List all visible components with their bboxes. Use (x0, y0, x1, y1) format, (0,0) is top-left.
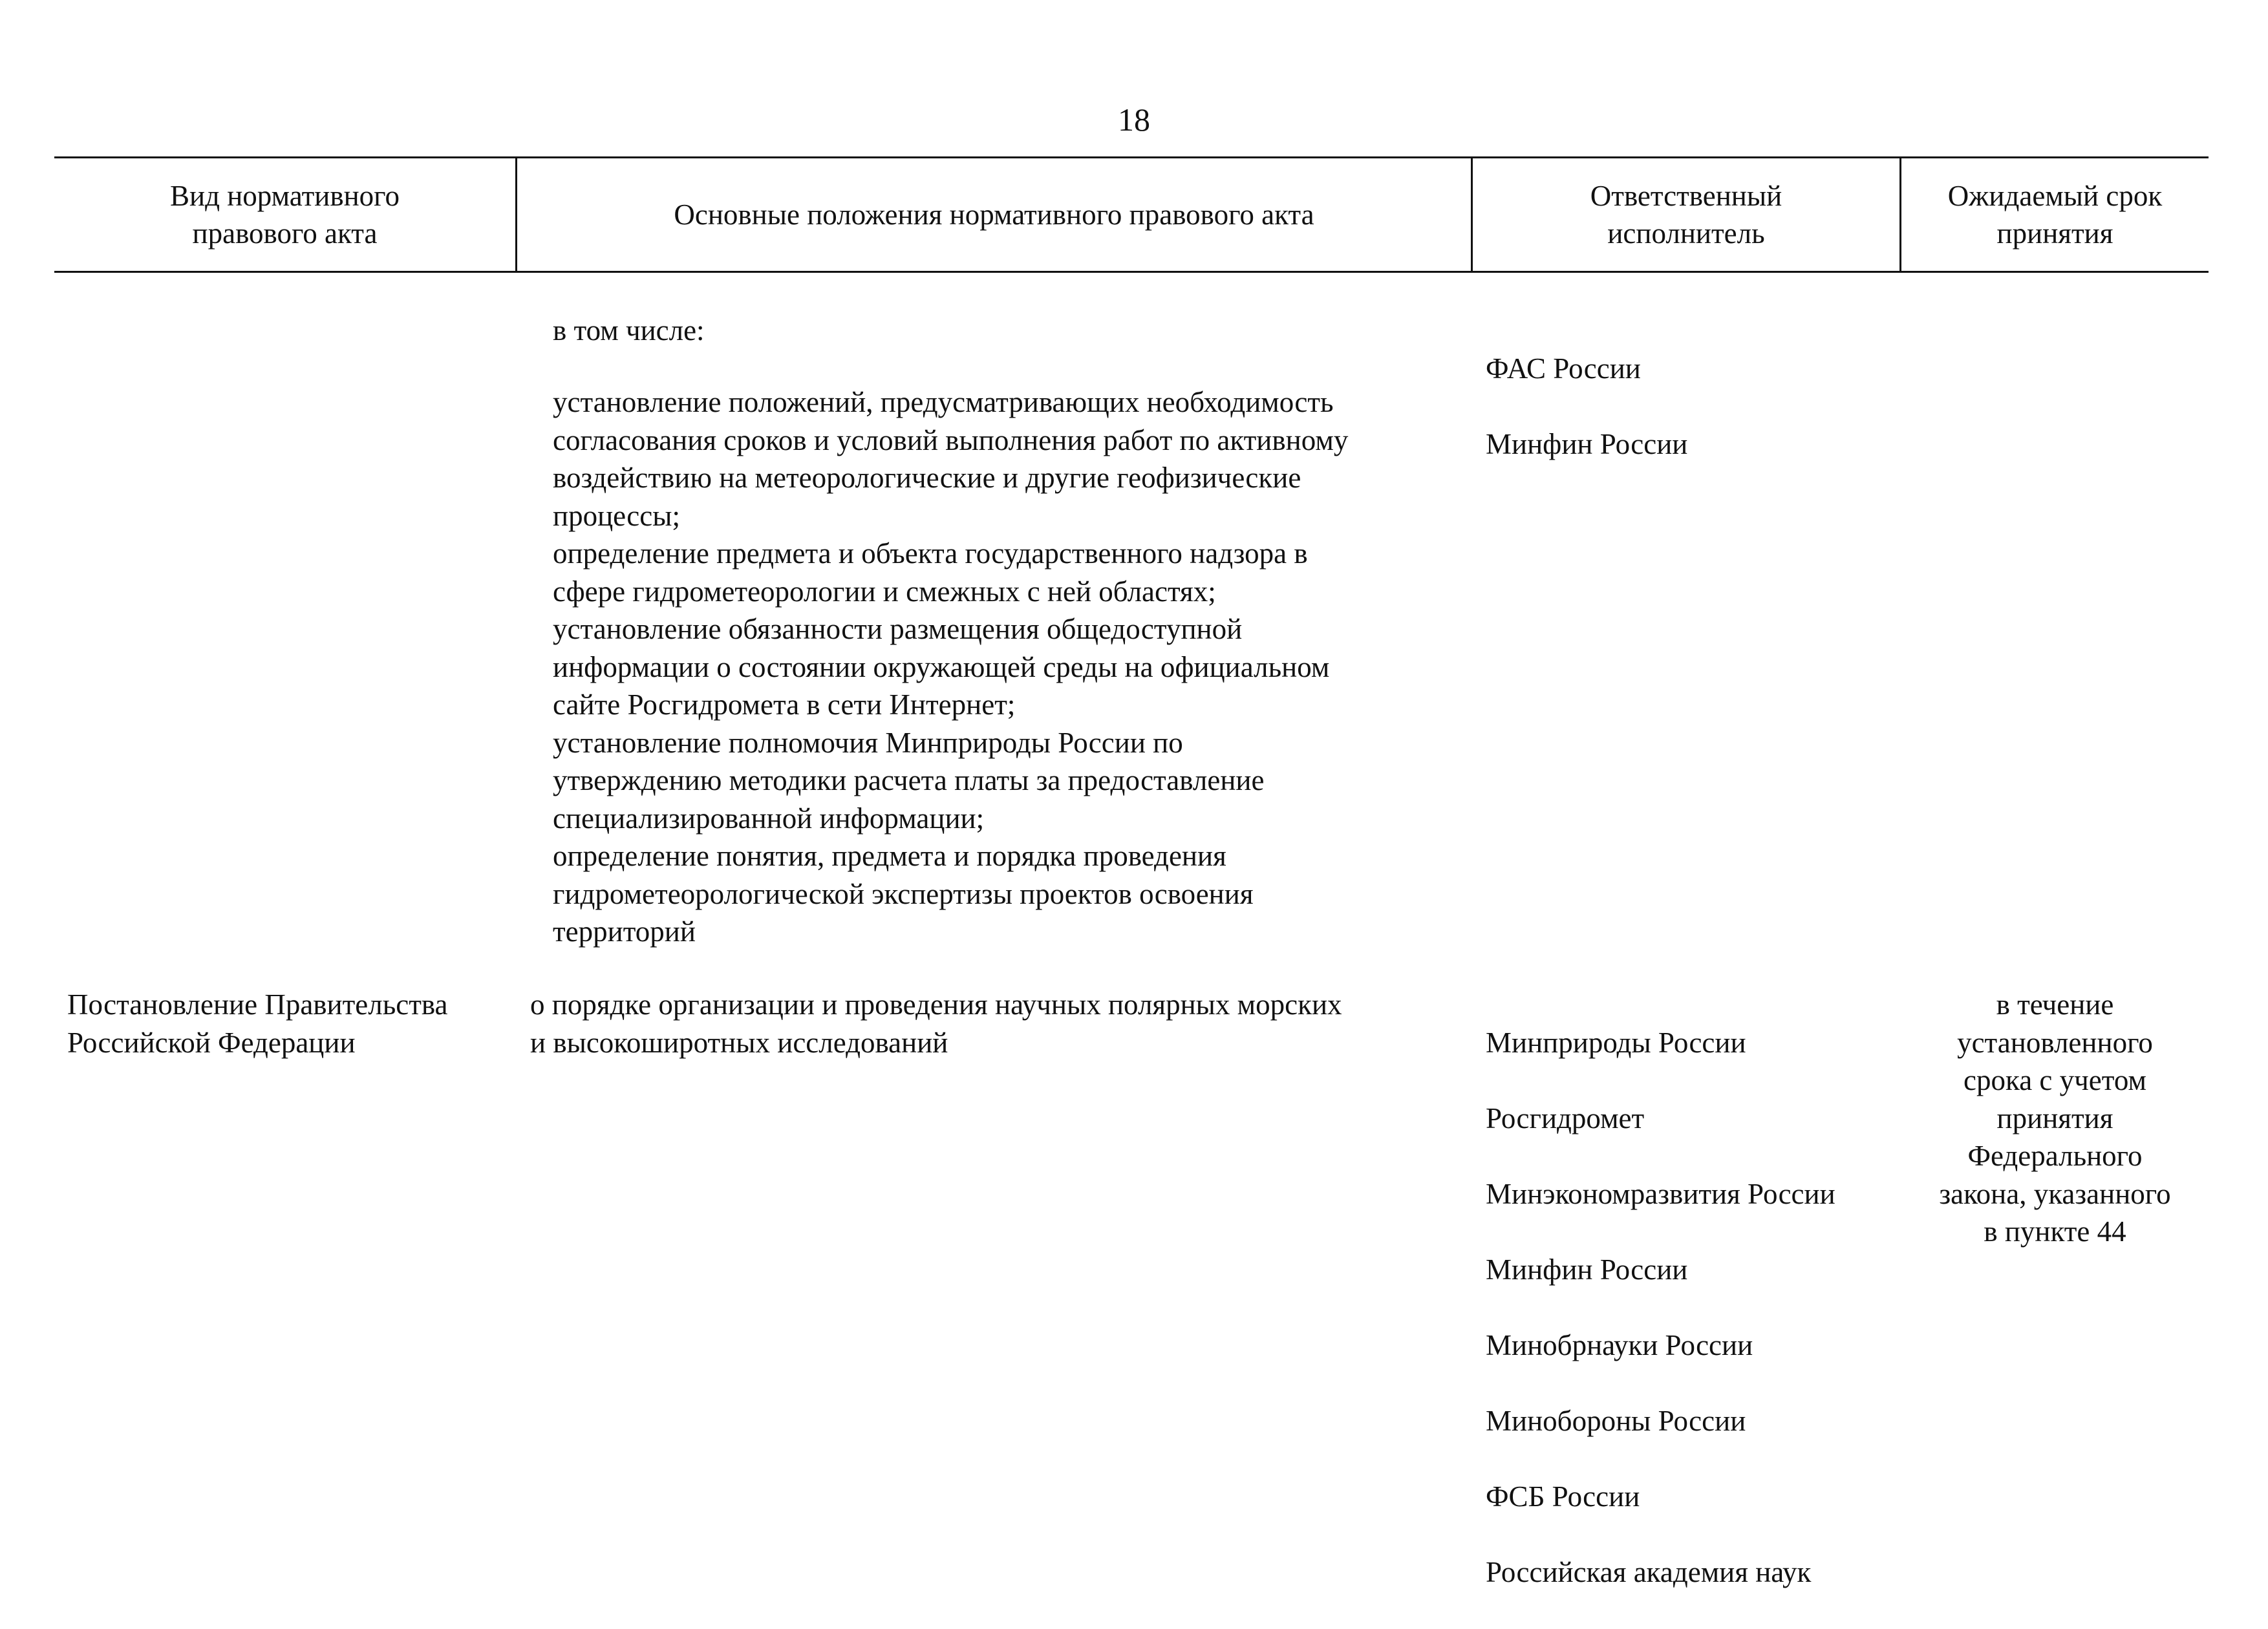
executor-item: ФАС России (1486, 352, 1641, 385)
header-executor: Ответственный исполнитель (1590, 180, 1782, 250)
executor-item: Минфин России (1486, 427, 1688, 460)
executor-item: Минэкономразвития России (1486, 1177, 1835, 1210)
row-executors (1486, 312, 1687, 501)
table-header-bottom-rule (54, 271, 2209, 273)
row-executors (1486, 986, 1835, 1629)
executor-item: ФСБ России (1486, 1480, 1640, 1513)
row-deadline: в течение установленного срока с учетом принятия Федерального закона, указанного в пункте 44 (1939, 988, 2171, 1248)
executor-item: Минфин России (1486, 1253, 1688, 1286)
executor-item: Российская академия наук (1486, 1555, 1812, 1588)
row-content-intro: в том числе: (553, 314, 705, 346)
header-deadline: Ожидаемый срок принятия (1947, 180, 2163, 250)
executor-item: Минобрнауки России (1486, 1328, 1753, 1361)
executor-item: Минприроды России (1486, 1026, 1746, 1059)
executor-item: Росгидромет (1486, 1102, 1645, 1134)
row-content: о порядке организации и проведения научных полярных морских и высокоширотных исследований (530, 988, 1342, 1059)
header-act-type: Вид нормативного правового акта (169, 180, 400, 250)
header-provisions: Основные положения нормативного правового акта (674, 198, 1314, 231)
page-number: 18 (1118, 101, 1150, 138)
row-content: установление положений, предусматривающих необходимость согласования сроков и условий выполнения работ по активному воздействию на метеорологические и другие геофизические процессы; определение предмета и объекта государственного надзора в сфере гидрометеорологии и смежных с ней областях; установление обязанности размещения общедоступной информации о состоянии окружающей среды на официальном сайте Росгидромета в сети Интернет; установление полномочия Минприроды России по утверждению методики расчета платы за предоставление специализированной информации; определение понятия, предмета и порядка проведения гидрометеорологической экспертизы проектов освоения территорий (553, 386, 1349, 948)
row-act-type: Постановление Правительства Российской Федерации (67, 988, 448, 1059)
executor-item: Минобороны России (1486, 1404, 1746, 1437)
